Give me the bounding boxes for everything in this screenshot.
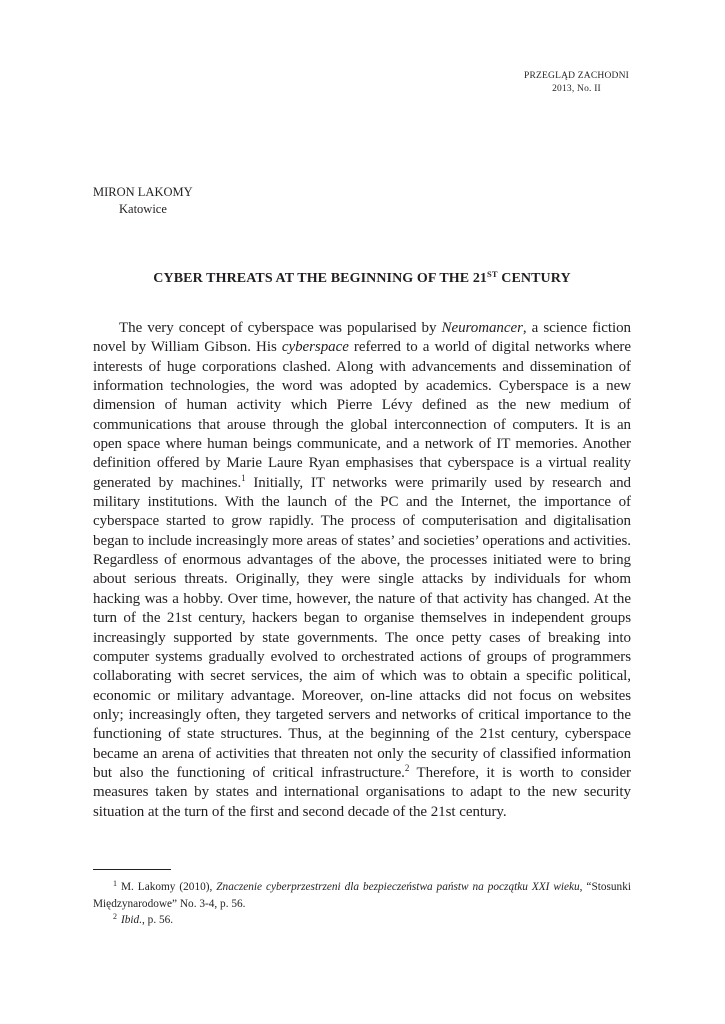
author-block <box>93 184 193 218</box>
title-main: CYBER THREATS AT THE BEGINNING OF THE 21 <box>153 271 488 286</box>
footnote-ref-1[interactable]: 1 <box>241 472 246 483</box>
journal-name: PRZEGLĄD ZACHODNI <box>524 71 629 81</box>
title-superscript: ST <box>487 269 498 279</box>
footnote-2 <box>93 912 631 929</box>
body-italic-neuromancer: Neuromancer <box>441 320 523 336</box>
footnote-number: 2 <box>113 912 117 921</box>
title-tail: CENTURY <box>497 271 571 286</box>
footnote-text: M. Lakomy (2010), <box>121 881 217 893</box>
journal-issue: 2013, No. II <box>552 84 601 94</box>
footnote-1 <box>93 879 631 912</box>
footnotes <box>93 879 631 929</box>
author-name: MIRON LAKOMY <box>93 185 193 199</box>
article-title <box>93 271 631 287</box>
footnote-text: , p. 56. <box>142 914 174 926</box>
footnote-divider <box>93 869 171 870</box>
body-text-segment: Therefore, it is worth to consider measures taken by states and international organisations to adapt to the new security situation at the turn of the first and second decade of the 21st century. <box>93 764 632 820</box>
running-head <box>524 70 629 96</box>
author-affiliation: Katowice <box>119 202 167 216</box>
footnote-text: , “Stosunki Międzynarodowe” No. 3-4, p. 56. <box>93 881 631 910</box>
body-text-segment: The very concept of cyberspace was popularised by <box>119 320 442 336</box>
body-text-segment: , a science fiction novel by William Gibson. His <box>93 320 631 356</box>
footnote-italic-ibid: Ibid. <box>121 914 143 926</box>
body-text-segment: referred to a world of digital networks where interests of huge corporations clashed. Along with advancements and dissemination of information technologies, the word was adopted by academics. Cyberspace is a new dimension of human activity which Pierre Lévy defined as the new medium of communications that arouse through the global interconnection of computers. It is an open space where human beings communicate, and a network of IT memories. Another definition offered by Marie Laure Ryan emphasises that cyberspace is a virtual reality generated by machines. <box>93 339 631 491</box>
body-text-segment: Initially, IT networks were primarily used by research and military institutions. With the launch of the PC and the Internet, the importance of cyberspace started to grow rapidly. The process of computerisation and digitalisation began to include increasingly more areas of states’ and societies’ operations and activities. Regardless of enormous advantages of the above, the processes initiated were to bring about serious threats. Originally, they were single attacks by individuals for whom hacking was a hobby. Over time, however, the nature of that activity has changed. At the turn of the 21st century, hackers began to organise themselves in independent groups increasingly supported by state governments. The once petty cases of breaking into computer systems gradually evolved to orchestrated actions of groups of programmers collaborating with secret services, the aim of which was to obtain a specific political, economic or military advantage. Moreover, on-line attacks did not focus on websites only; increasingly often, they targeted servers and networks of critical importance to the functioning of state structures. Thus, at the beginning of the 21st century, cyberspace became an arena of activities that threaten not only the security of classified information but also the functioning of critical infrastructure. <box>93 474 631 781</box>
body-italic-cyberspace: cyberspace <box>281 339 349 356</box>
footnote-ref-2[interactable]: 2 <box>404 762 410 773</box>
footnote-number: 1 <box>113 879 117 888</box>
body-paragraph <box>93 319 631 822</box>
footnote-italic-title: Znaczenie cyberprzestrzeni dla bezpieczeństwa państw na początku XXI wieku <box>216 881 580 893</box>
